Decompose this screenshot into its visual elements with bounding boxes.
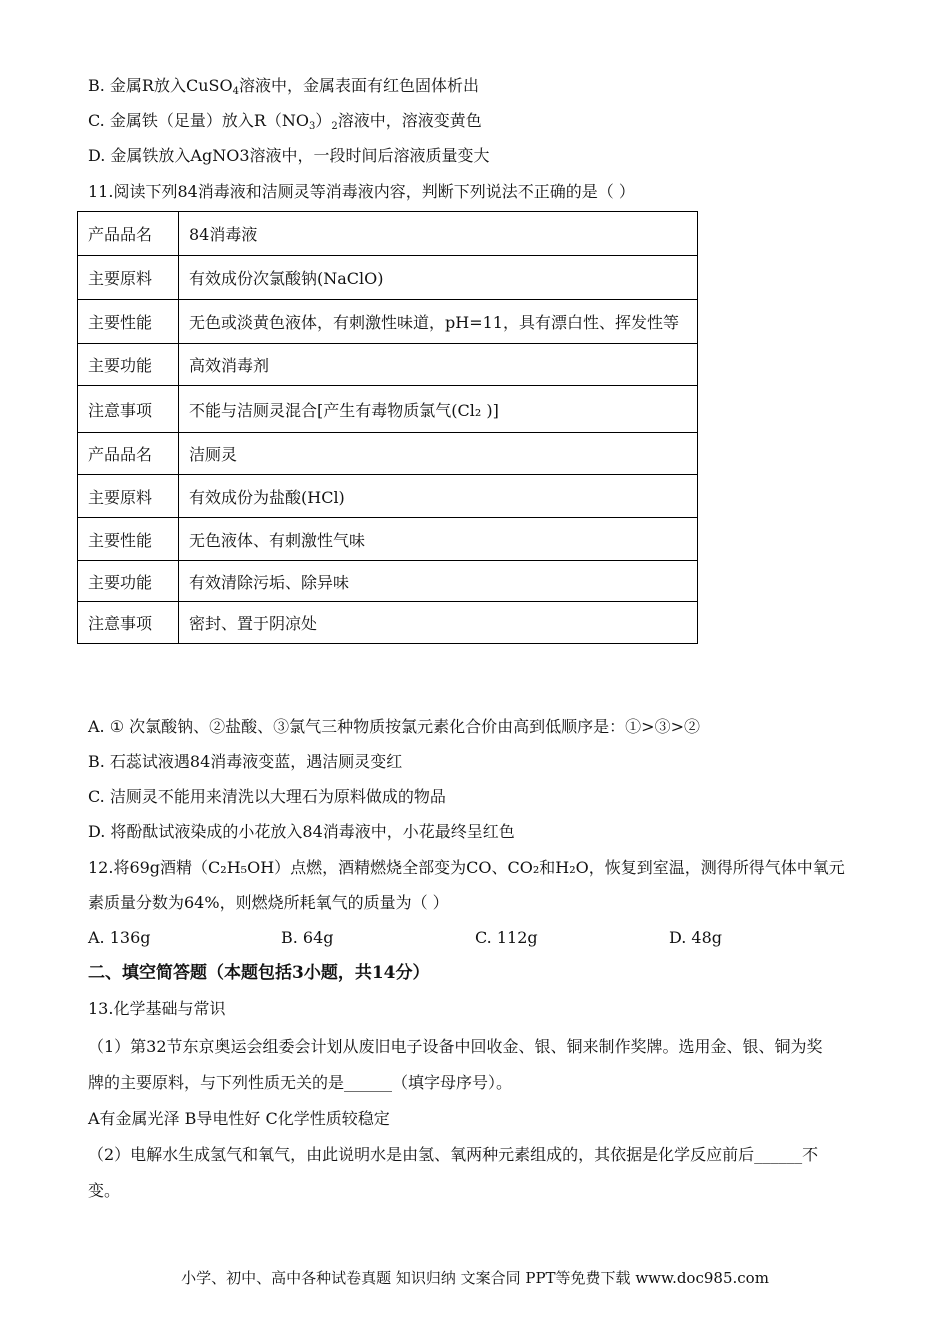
table-cell-value: 无色或淡黄色液体，有刺激性味道，pH=11，具有漂白性、挥发性等: [179, 300, 698, 344]
q13-part2-line2: 变。: [88, 1181, 121, 1200]
table-cell-value: 高效消毒剂: [179, 344, 698, 386]
table-cell-value: 无色液体、有刺激性气味: [179, 518, 698, 561]
q13-part1-choices: A有金属光泽 B导电性好 C化学性质较稳定: [88, 1109, 390, 1128]
table-row: [78, 561, 698, 602]
q11-stem: 11.阅读下列84消毒液和洁厕灵等消毒液内容，判断下列说法不正确的是（ ）: [88, 182, 635, 201]
table-cell-label: 注意事项: [78, 602, 179, 644]
table-cell-label: 产品品名: [78, 433, 179, 475]
table-row: [78, 212, 698, 256]
q11-option-c: C. 洁厕灵不能用来清洗以大理石为原料做成的物品: [88, 787, 446, 806]
table-cell-value: 有效清除污垢、除异味: [179, 561, 698, 602]
q13-part2-line1: （2）电解水生成氢气和氧气，由此说明水是由氢、氧两种元素组成的，其依据是化学反应前后______不: [88, 1145, 819, 1164]
table-cell-label: 主要性能: [78, 518, 179, 561]
table-row: [78, 518, 698, 561]
table-cell-value: 密封、置于阴凉处: [179, 602, 698, 644]
disinfectant-info-table: [77, 211, 698, 644]
table-row: [78, 256, 698, 300]
q12-stem-line1: 12.将69g酒精（C₂H₅OH）点燃，酒精燃烧全部变为CO、CO₂和H₂O，恢复到室温，测得所得气体中氧元: [88, 858, 845, 877]
table-cell-value: 有效成份为盐酸(HCl): [179, 475, 698, 518]
table-row: [78, 344, 698, 386]
table-cell-label: 主要原料: [78, 475, 179, 518]
q12-option-d: D. 48g: [669, 928, 723, 947]
table-row: [78, 475, 698, 518]
table-cell-value: 洁厕灵: [179, 433, 698, 475]
q11-option-d: D. 将酚酞试液染成的小花放入84消毒液中，小花最终呈红色: [88, 822, 515, 841]
q12-option-b: B. 64g: [281, 928, 334, 947]
table-row: [78, 602, 698, 644]
q12-option-a: A. 136g: [88, 928, 151, 947]
q12-option-c: C. 112g: [475, 928, 538, 947]
q11-option-b: B. 石蕊试液遇84消毒液变蓝，遇洁厕灵变红: [88, 752, 403, 771]
q10-option-c: C. 金属铁（足量）放入$R(NO_3)_2$溶液中，溶液变黄色: [88, 111, 482, 132]
table-cell-label: 主要性能: [78, 300, 179, 344]
table-cell-label: 主要原料: [78, 256, 179, 300]
table-row: [78, 433, 698, 475]
table-row: [78, 300, 698, 344]
table-cell-label: 主要功能: [78, 344, 179, 386]
q10-option-b: B. 金属R放入CuSO$_4$溶液中，金属表面有红色固体析出: [88, 76, 479, 97]
table-cell-value: 有效成份次氯酸钠(NaClO): [179, 256, 698, 300]
table-cell-value: 84消毒液: [179, 212, 698, 256]
q12-stem-line2: 素质量分数为64%，则燃烧所耗氧气的质量为（ ）: [88, 893, 449, 912]
table-cell-label: 主要功能: [78, 561, 179, 602]
table-row: [78, 386, 698, 433]
table-cell-value: 不能与洁厕灵混合[产生有毒物质氯气(Cl₂ )]: [179, 386, 698, 433]
q10-option-d: D. 金属铁放入AgNO3溶液中，一段时间后溶液质量变大: [88, 146, 490, 165]
q11-option-a: A. ① 次氯酸钠、②盐酸、③氯气三种物质按氯元素化合价由高到低顺序是：①>③>②: [88, 717, 700, 736]
page-footer: 小学、初中、高中各种试卷真题 知识归纳 文案合同 PPT等免费下载 www.doc985.com: [181, 1269, 769, 1287]
table-cell-label: 产品品名: [78, 212, 179, 256]
q13-part1-line1: （1）第32节东京奥运会组委会计划从废旧电子设备中回收金、银、铜来制作奖牌。选用金、银、铜为奖: [88, 1037, 823, 1056]
section-heading: 二、填空简答题（本题包括3小题，共14分）: [88, 963, 430, 983]
q13-title: 13.化学基础与常识: [88, 999, 226, 1018]
table-cell-label: 注意事项: [78, 386, 179, 433]
q13-part1-line2: 牌的主要原料，与下列性质无关的是______（填字母序号）。: [88, 1073, 513, 1092]
